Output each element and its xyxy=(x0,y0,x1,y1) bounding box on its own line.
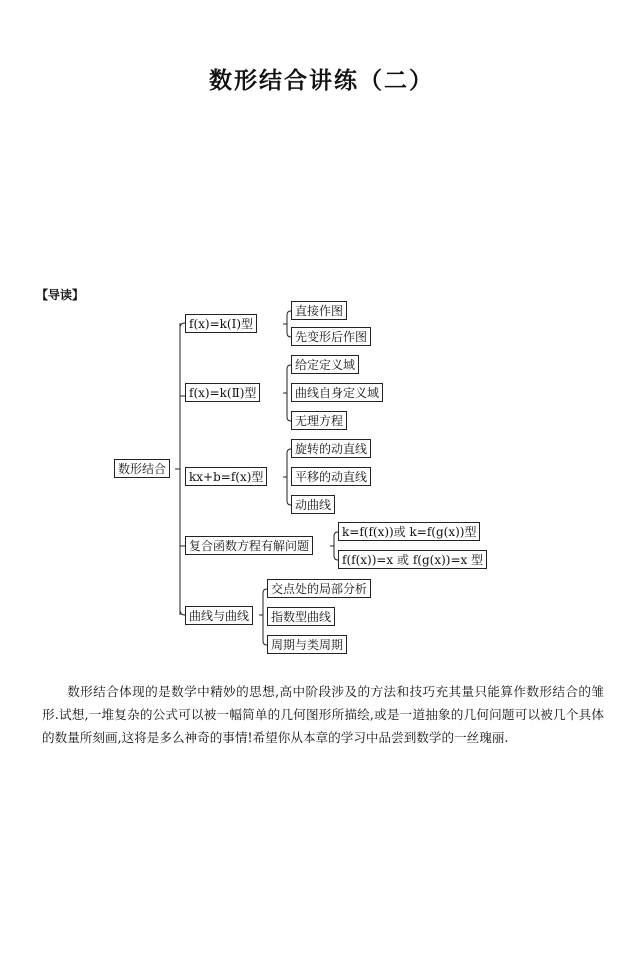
leaf-node-2-3: 无理方程 xyxy=(291,411,347,430)
leaf-node-1-1: 直接作图 xyxy=(291,301,347,320)
leaf-node-2-2: 曲线自身定义域 xyxy=(291,383,383,402)
leaf-node-4-2: f(f(x))=x 或 f(g(x))=x 型 xyxy=(338,550,487,569)
branch-node-4: 复合函数方程有解问题 xyxy=(185,536,313,555)
intro-paragraph: 数形结合体现的是数学中精妙的思想,高中阶段涉及的方法和技巧充其量只能算作数形结合的雏形.试想,一堆复杂的公式可以被一幅简单的几何图形所描绘,或是一道抽象的几何问题可以被几个具体的数量所刻画,这将是多么神奇的事情!希望你从本章的学习中品尝到数学的一丝瑰丽. xyxy=(42,684,604,745)
leaf-node-5-3: 周期与类周期 xyxy=(267,635,347,654)
leaf-node-5-1: 交点处的局部分析 xyxy=(267,579,371,598)
leaf-node-4-1: k=f(f(x))或 k=f(g(x))型 xyxy=(338,522,480,541)
root-node: 数形结合 xyxy=(114,459,170,478)
leaf-node-3-2: 平移的动直线 xyxy=(291,467,371,486)
leaf-node-3-3: 动曲线 xyxy=(291,495,335,514)
branch-node-5: 曲线与曲线 xyxy=(185,606,253,625)
leaf-node-2-1: 给定定义域 xyxy=(291,355,359,374)
leaf-node-3-1: 旋转的动直线 xyxy=(291,439,371,458)
leaf-node-1-2: 先变形后作图 xyxy=(291,327,371,346)
section-label: 【导读】 xyxy=(36,288,85,302)
page-title: 数形结合讲练（二） xyxy=(209,68,434,94)
branch-node-1: f(x)=k(Ⅰ)型 xyxy=(185,314,257,333)
branch-node-2: f(x)=k(Ⅱ)型 xyxy=(185,383,260,402)
leaf-node-5-2: 指数型曲线 xyxy=(267,607,335,626)
branch-node-3: kx+b=f(x)型 xyxy=(185,467,267,486)
